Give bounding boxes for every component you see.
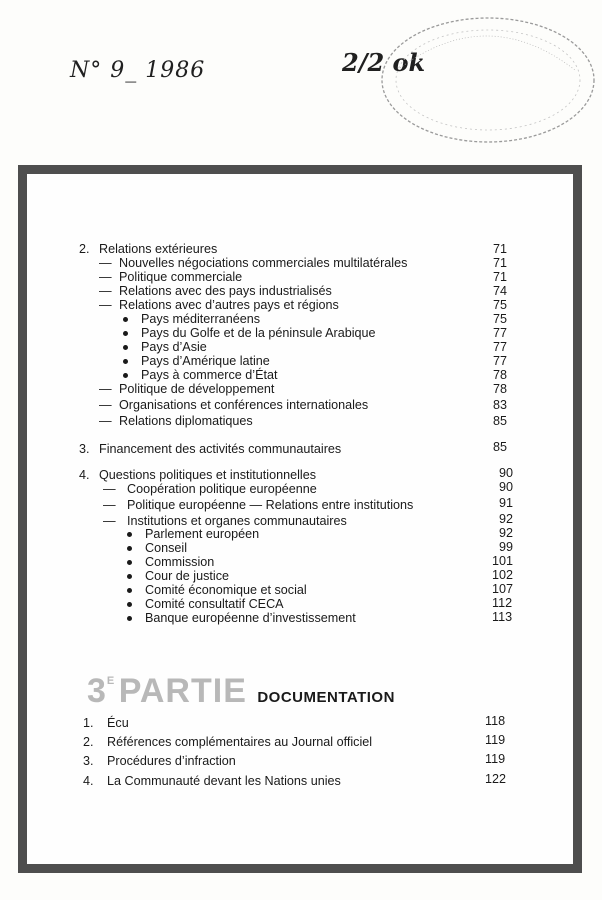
toc-item-label: Coopération politique européenne: [127, 482, 317, 496]
toc-dash: —: [103, 514, 116, 528]
toc-bullet-label: Pays du Golfe et de la péninsule Arabique: [141, 326, 376, 340]
toc-section-title: Procédures d’infraction: [107, 754, 236, 768]
toc-page-number: 107: [492, 582, 514, 596]
toc-page-number: 77: [493, 354, 508, 368]
toc-page-number: 92: [499, 512, 514, 526]
part-number: 3: [87, 672, 107, 710]
toc-page-number: 85: [493, 440, 508, 454]
handwritten-issue-note: N° 9_ 1986: [70, 58, 206, 83]
toc-page-number: 77: [493, 340, 508, 354]
toc-bullet-label: Pays d’Amérique latine: [141, 354, 270, 368]
toc-dash: —: [99, 298, 112, 312]
toc-dash: —: [99, 256, 112, 270]
toc-dash: —: [103, 498, 116, 512]
toc-page-number: 92: [499, 526, 514, 540]
toc-item-label: Politique européenne — Relations entre institutions: [127, 498, 414, 512]
bullet-icon: [127, 560, 132, 565]
toc-dash: —: [99, 398, 112, 412]
bullet-icon: [127, 616, 132, 621]
toc-item-label: Institutions et organes communautaires: [127, 514, 347, 528]
toc-item-label: Politique de développement: [119, 382, 275, 396]
toc-page-number: 119: [485, 733, 506, 747]
toc-frame: [18, 165, 582, 873]
toc-section-title: Écu: [107, 716, 129, 730]
toc-dash: —: [103, 482, 116, 496]
toc-page-number: 78: [493, 382, 508, 396]
toc-bullet-label: Commission: [145, 555, 215, 569]
toc-bullet-label: Pays méditerranéens: [141, 312, 261, 326]
bullet-icon: [127, 602, 132, 607]
part-word: PARTIE: [118, 672, 247, 710]
part-subtitle: DOCUMENTATION: [257, 689, 395, 706]
bullet-icon: [127, 546, 132, 551]
toc-page-number: 90: [499, 480, 514, 494]
toc-page-number: 83: [493, 398, 508, 412]
toc-bullet-label: Conseil: [145, 541, 187, 555]
bullet-icon: [127, 574, 132, 579]
toc-item-label: Relations avec des pays industrialisés: [119, 284, 332, 298]
bullet-icon: [123, 317, 128, 322]
handwritten-check-note: 2/2 ok: [342, 48, 426, 77]
toc-page-number: 75: [493, 298, 508, 312]
bullet-icon: [123, 359, 128, 364]
toc-page-number: 99: [499, 540, 514, 554]
toc-bullet-label: Cour de justice: [145, 569, 229, 583]
toc-section-title: La Communauté devant les Nations unies: [107, 774, 341, 788]
bullet-icon: [127, 588, 132, 593]
toc-page-number: 74: [493, 284, 508, 298]
toc-section-number: 3.: [83, 754, 94, 768]
toc-item-label: Relations avec d’autres pays et régions: [119, 298, 339, 312]
toc-page-number: 78: [493, 368, 508, 382]
toc-page-number: 85: [493, 414, 508, 428]
toc-dash: —: [99, 382, 112, 396]
toc-dash: —: [99, 270, 112, 284]
bullet-icon: [127, 532, 132, 537]
toc-page-number: 71: [493, 256, 508, 270]
toc-dash: —: [99, 284, 112, 298]
toc-item-label: Nouvelles négociations commerciales multilatérales: [119, 256, 408, 270]
toc-bullet-label: Comité consultatif CECA: [145, 597, 284, 611]
toc-section-title: Références complémentaires au Journal officiel: [107, 735, 373, 749]
toc-page-number: 75: [493, 312, 508, 326]
toc-section-number: 2.: [83, 735, 94, 749]
toc-dash: —: [99, 414, 112, 428]
toc-page-number: 71: [493, 242, 508, 256]
toc-section-number: 1.: [83, 716, 94, 730]
bullet-icon: [123, 331, 128, 336]
toc-page-number: 90: [499, 466, 514, 480]
bullet-icon: [123, 373, 128, 378]
toc-page-number: 91: [499, 496, 514, 510]
toc-page-number: 71: [493, 270, 508, 284]
toc-section-number: 2.: [79, 242, 90, 256]
toc-item-label: Politique commerciale: [119, 270, 243, 284]
toc-item-label: Relations diplomatiques: [119, 414, 253, 428]
toc-page-number: 113: [492, 610, 513, 624]
toc-section-number: 4.: [79, 468, 90, 482]
toc-bullet-label: Pays à commerce d’État: [141, 368, 278, 382]
toc-section-title: Relations extérieures: [99, 242, 218, 256]
toc-bullet-label: Banque européenne d’investissement: [145, 611, 356, 625]
toc-bullet-label: Comité économique et social: [145, 583, 307, 597]
toc-section-title: Questions politiques et institutionnelles: [99, 468, 317, 482]
toc-section-number: 3.: [79, 442, 90, 456]
toc-item-label: Organisations et conférences internationales: [119, 398, 369, 412]
part-number-superscript: E: [106, 675, 115, 687]
toc-page-number: 101: [492, 554, 514, 568]
toc-section-title: Financement des activités communautaires: [99, 442, 342, 456]
toc-page-number: 122: [485, 772, 507, 786]
toc-bullet-label: Parlement européen: [145, 527, 260, 541]
bullet-icon: [123, 345, 128, 350]
toc-page-number: 112: [492, 596, 513, 610]
toc-page-number: 77: [493, 326, 508, 340]
toc-page-number: 102: [492, 568, 514, 582]
toc-bullet-label: Pays d’Asie: [141, 340, 207, 354]
toc-page-number: 118: [485, 714, 506, 728]
part-heading: [87, 672, 395, 711]
toc-section-number: 4.: [83, 774, 94, 788]
library-stamp-icon: [360, 8, 600, 153]
toc-page-number: 119: [485, 752, 506, 766]
